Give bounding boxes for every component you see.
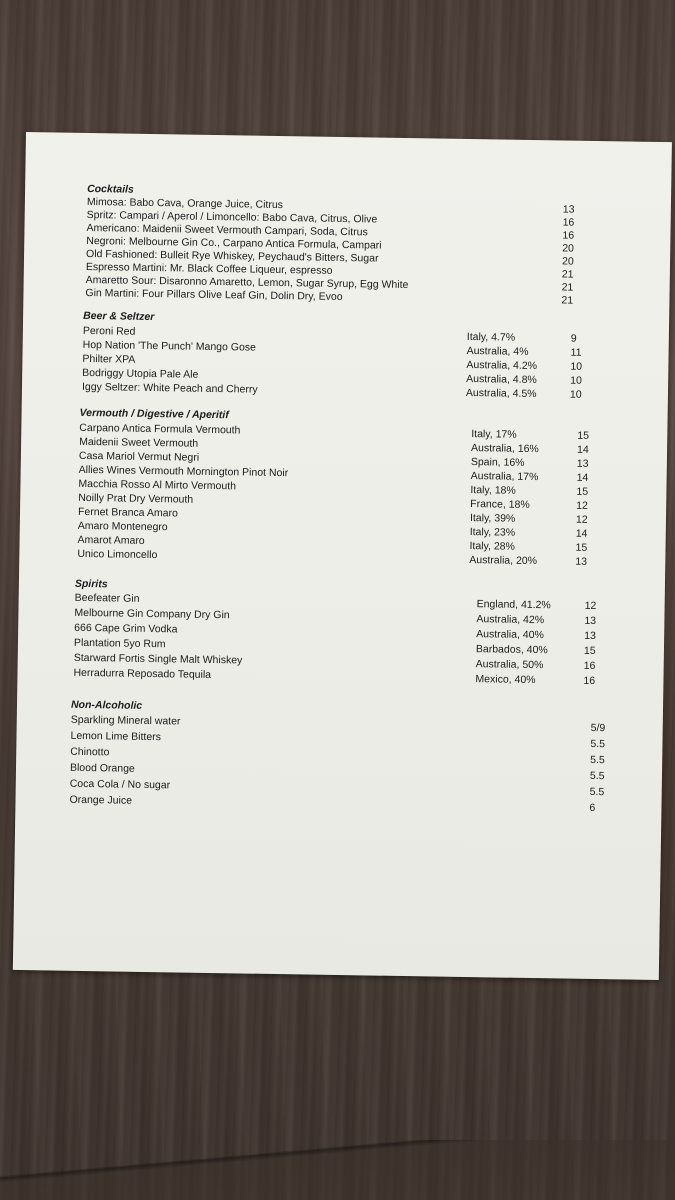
- item-origin: Australia, 4.8%: [466, 372, 537, 387]
- item-origin: Australia, 20%: [469, 554, 538, 568]
- item-name: Coca Cola / No sugar: [69, 777, 171, 792]
- item-name: Old Fashioned: Bulleit Rye Whiskey, Peychaud's Bitters, Sugar: [85, 247, 379, 265]
- drinks-menu-sheet: [13, 132, 672, 980]
- item-origin: Italy, 4.7%: [466, 330, 516, 344]
- item-origin: Italy, 18%: [470, 484, 516, 497]
- item-name: Maidenii Sweet Vermouth: [79, 435, 199, 450]
- item-name: Spritz: Campari / Aperol / Limoncello: Babo Cava, Citrus, Olive: [86, 208, 378, 226]
- item-price: 13: [575, 555, 588, 568]
- item-name: Mimosa: Babo Cava, Orange Juice, Citrus: [86, 195, 284, 212]
- item-price: 14: [575, 527, 588, 540]
- item-price: 21: [561, 268, 574, 281]
- item-name: Amarot Amaro: [77, 533, 145, 547]
- item-name: Unico Limoncello: [77, 547, 158, 562]
- item-name: Beefeater Gin: [74, 591, 140, 605]
- wooden-table-surface: [0, 1140, 675, 1200]
- item-origin: Australia, 16%: [470, 442, 539, 456]
- item-price: 14: [576, 471, 589, 484]
- item-price: 15: [576, 485, 589, 498]
- item-name: Plantation 5yo Rum: [73, 636, 166, 651]
- item-name: Noilly Prat Dry Vermouth: [78, 491, 194, 506]
- item-price: 10: [569, 388, 582, 401]
- item-origin: Australia, 17%: [470, 470, 539, 484]
- item-name: Fernet Branca Amaro: [77, 505, 178, 520]
- item-price: 21: [561, 294, 574, 307]
- item-price: 20: [561, 255, 574, 268]
- item-price: 12: [576, 499, 588, 512]
- item-origin: England, 41.2%: [476, 598, 551, 612]
- section-heading-beer-seltzer: Beer & Seltzer: [83, 309, 155, 324]
- item-price: 5.5: [589, 769, 605, 783]
- item-name: Negroni: Melbourne Gin Co., Carpano Antica Formula, Campari: [86, 234, 382, 252]
- item-name: Carpano Antica Formula Vermouth: [79, 421, 241, 437]
- item-price: 16: [583, 674, 596, 688]
- item-name: Amaretto Sour: Disaronno Amaretto, Lemon, Sugar Syrup, Egg White: [85, 273, 409, 292]
- item-origin: France, 18%: [470, 498, 530, 511]
- item-price: 20: [562, 242, 575, 255]
- item-name: Lemon Lime Bitters: [70, 729, 162, 744]
- item-name: Bodriggy Utopia Pale Ale: [82, 366, 199, 381]
- item-origin: Australia, 42%: [476, 613, 545, 627]
- item-price: 13: [576, 457, 589, 470]
- item-origin: Australia, 4%: [466, 344, 529, 358]
- item-name: Macchia Rosso Al Mirto Vermouth: [78, 477, 237, 493]
- item-price: 10: [570, 374, 582, 387]
- item-price: 6: [589, 801, 596, 815]
- item-origin: Spain, 16%: [470, 456, 525, 469]
- item-origin: Australia, 50%: [475, 658, 544, 672]
- item-name: Gin Martini: Four Pillars Olive Leaf Gin, Dolin Dry, Evoo: [85, 286, 343, 303]
- item-origin: Italy, 17%: [471, 428, 517, 441]
- item-origin: Australia, 4.5%: [465, 386, 537, 401]
- item-origin: Italy, 39%: [469, 512, 516, 525]
- item-price: 15: [575, 541, 588, 554]
- item-price: 16: [562, 229, 575, 242]
- item-price: 5.5: [590, 753, 605, 767]
- item-price: 5.5: [590, 737, 606, 751]
- item-name: Sparkling Mineral water: [70, 713, 181, 728]
- item-price: 5.5: [589, 785, 605, 799]
- item-name: Starward Fortis Single Malt Whiskey: [73, 651, 243, 667]
- item-origin: Mexico, 40%: [475, 673, 536, 687]
- section-heading-vermouth-digestive-aperitif: Vermouth / Digestive / Aperitif: [79, 406, 229, 422]
- item-price: 13: [584, 614, 597, 628]
- item-price: 10: [570, 360, 583, 373]
- item-origin: Australia, 4.2%: [466, 358, 538, 373]
- item-price: 12: [584, 599, 597, 613]
- item-price: 9: [570, 332, 577, 345]
- section-heading-cocktails: Cocktails: [87, 182, 134, 196]
- item-name: Amaro Montenegro: [77, 519, 168, 534]
- item-price: 12: [575, 513, 588, 526]
- section-heading-spirits: Spirits: [74, 577, 108, 591]
- item-origin: Australia, 40%: [476, 628, 544, 642]
- item-price: 13: [562, 203, 575, 216]
- item-price: 13: [584, 629, 596, 643]
- item-name: Hop Nation 'The Punch' Mango Gose: [82, 338, 257, 354]
- section-heading-non-alcoholic: Non-Alcoholic: [70, 698, 143, 712]
- item-name: Melbourne Gin Company Dry Gin: [74, 606, 230, 622]
- item-name: Americano: Maidenii Sweet Vermouth Campari, Soda, Citrus: [86, 221, 368, 239]
- item-name: Philter XPA: [82, 352, 136, 366]
- item-origin: Italy, 23%: [469, 526, 516, 539]
- item-price: 15: [577, 429, 590, 442]
- item-name: Allies Wines Vermouth Mornington Pinot Noir: [78, 463, 289, 480]
- item-name: Chinotto: [70, 745, 110, 759]
- item-price: 21: [561, 281, 574, 294]
- item-origin: Italy, 28%: [469, 540, 515, 553]
- item-name: 666 Cape Grim Vodka: [74, 621, 178, 636]
- item-price: 16: [562, 216, 575, 229]
- item-price: 14: [576, 443, 589, 456]
- item-price: 16: [583, 659, 596, 673]
- item-name: Casa Mariol Vermut Negri: [78, 449, 200, 464]
- item-price: 15: [583, 644, 596, 658]
- item-price: 5/9: [590, 721, 606, 735]
- item-name: Herradurra Reposado Tequila: [73, 666, 212, 681]
- item-name: Espresso Martini: Mr. Black Coffee Liqueur, espresso: [85, 260, 333, 277]
- item-price: 11: [570, 346, 582, 359]
- item-origin: Barbados, 40%: [475, 643, 548, 657]
- item-name: Iggy Seltzer: White Peach and Cherry: [81, 380, 258, 396]
- item-name: Peroni Red: [82, 324, 136, 338]
- item-name: Orange Juice: [69, 793, 133, 807]
- item-name: Blood Orange: [69, 761, 135, 775]
